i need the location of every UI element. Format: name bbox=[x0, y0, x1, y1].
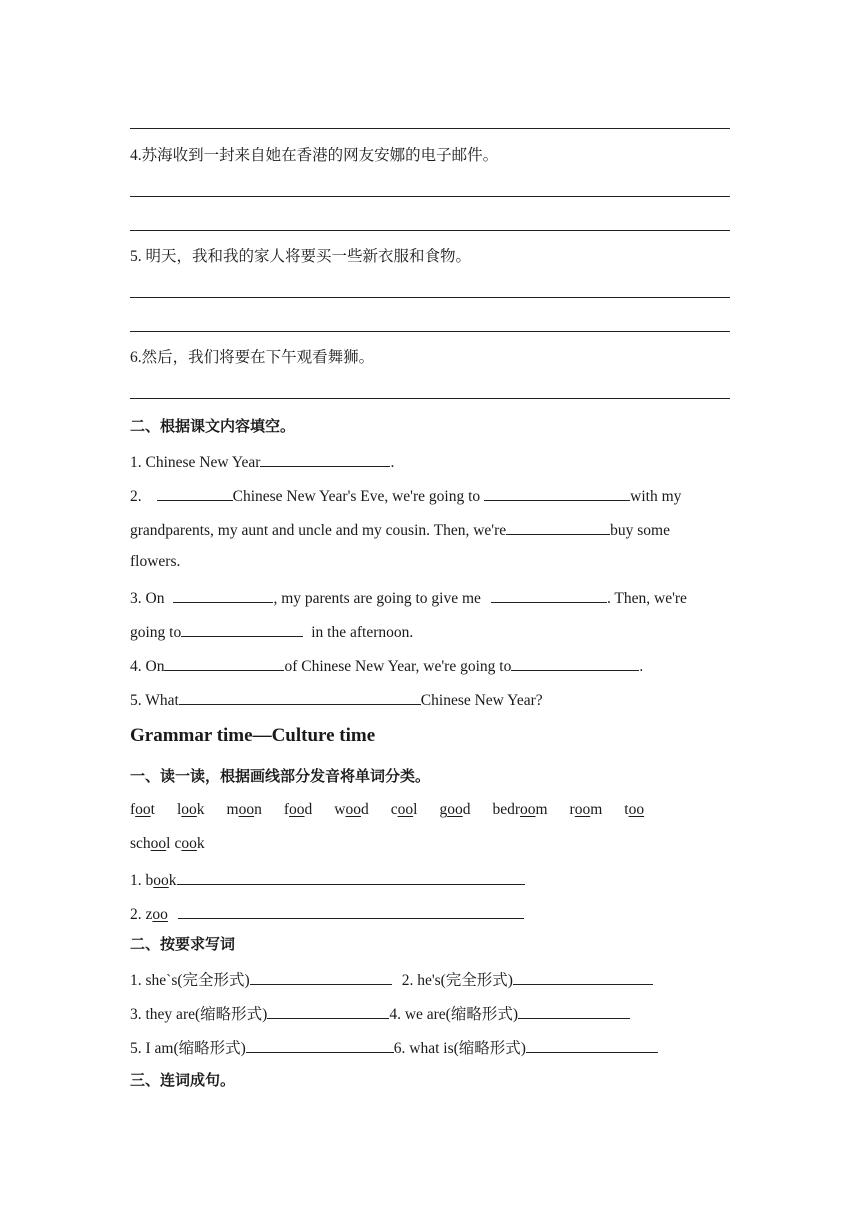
blank-field[interactable] bbox=[246, 1036, 394, 1053]
blank-field[interactable] bbox=[179, 688, 421, 705]
word-item: foot bbox=[130, 801, 155, 818]
word-item: bedroom bbox=[492, 801, 548, 818]
answer-line bbox=[130, 230, 730, 231]
word-list-line2 bbox=[130, 834, 209, 854]
blank-field[interactable] bbox=[181, 620, 303, 637]
category-1: 1. book bbox=[130, 868, 525, 891]
translation-item-5 bbox=[130, 247, 471, 267]
item-text: 苏海收到一封来自她在香港的网友安娜的电子邮件。 bbox=[141, 147, 499, 164]
item-text: 明天，我和我的家人将要买一些新衣服和食物。 bbox=[145, 248, 472, 265]
blank-field[interactable] bbox=[267, 1002, 389, 1019]
word-item: good bbox=[439, 801, 471, 818]
word-item: room bbox=[569, 801, 603, 818]
blank-field[interactable] bbox=[260, 450, 390, 467]
blank-field[interactable] bbox=[250, 968, 392, 985]
item-number: 6. bbox=[130, 349, 142, 366]
blank-field[interactable] bbox=[511, 654, 639, 671]
translation-item-4 bbox=[130, 146, 498, 166]
blank-field[interactable] bbox=[173, 586, 273, 603]
blank-field[interactable] bbox=[518, 1002, 630, 1019]
item-number: 5. bbox=[130, 248, 146, 265]
word-item: school bbox=[130, 835, 171, 852]
blank-field[interactable] bbox=[526, 1036, 658, 1053]
item-number: 4. bbox=[130, 147, 142, 164]
answer-line bbox=[130, 196, 730, 197]
answer-line bbox=[130, 128, 730, 129]
category-2: 2. zoo bbox=[130, 902, 524, 925]
fill-question-4: 4. On of Chinese New Year, we're going to . bbox=[130, 654, 643, 677]
answer-line bbox=[130, 398, 730, 399]
write-word-row-1: 1. she`s(完全形式) 2. he's(完全形式) bbox=[130, 968, 653, 991]
word-item: moon bbox=[226, 801, 262, 818]
translation-item-6 bbox=[130, 348, 374, 368]
section-heading-fill-blanks: 二、根据课文内容填空。 bbox=[130, 417, 296, 435]
fill-question-5: 5. What Chinese New Year? bbox=[130, 688, 543, 711]
blank-field[interactable] bbox=[491, 586, 607, 603]
answer-line bbox=[130, 297, 730, 298]
blank-field[interactable] bbox=[178, 902, 524, 919]
blank-field[interactable] bbox=[157, 484, 233, 501]
blank-field[interactable] bbox=[177, 868, 525, 885]
word-item: cook bbox=[174, 835, 205, 852]
blank-field[interactable] bbox=[513, 968, 653, 985]
write-word-row-3: 5. I am(缩略形式) 6. what is(缩略形式) bbox=[130, 1036, 658, 1059]
blank-field[interactable] bbox=[484, 484, 630, 501]
fill-question-2: 2. Chinese New Year's Eve, we're going to with my bbox=[130, 484, 730, 507]
word-item: food bbox=[283, 801, 313, 818]
fill-question-2-line3: flowers. bbox=[130, 553, 181, 570]
word-item: look bbox=[176, 801, 205, 818]
blank-field[interactable] bbox=[164, 654, 284, 671]
section-heading-sentences: 三、连词成句。 bbox=[130, 1071, 236, 1089]
section-heading-classify: 一、读一读，根据画线部分发音将单词分类。 bbox=[130, 767, 431, 785]
section-heading-write-words: 二、按要求写词 bbox=[130, 935, 236, 953]
word-item: cool bbox=[390, 801, 418, 818]
word-item: too bbox=[624, 801, 645, 818]
fill-question-1: 1. Chinese New Year . bbox=[130, 450, 394, 473]
answer-line bbox=[130, 331, 730, 332]
fill-question-2-line2: grandparents, my aunt and uncle and my cousin. Then, we're buy some bbox=[130, 518, 670, 541]
word-list bbox=[130, 800, 666, 820]
word-item: wood bbox=[334, 801, 369, 818]
write-word-row-2: 3. they are(缩略形式) 4. we are(缩略形式) bbox=[130, 1002, 630, 1025]
item-text: 然后，我们将要在下午观看舞狮。 bbox=[141, 349, 375, 366]
section-title-grammar: Grammar time—Culture time bbox=[130, 725, 376, 746]
fill-question-3: 3. On , my parents are going to give me . Then, we're bbox=[130, 586, 687, 609]
fill-question-3-line2: going to in the afternoon. bbox=[130, 620, 413, 643]
blank-field[interactable] bbox=[506, 518, 610, 535]
